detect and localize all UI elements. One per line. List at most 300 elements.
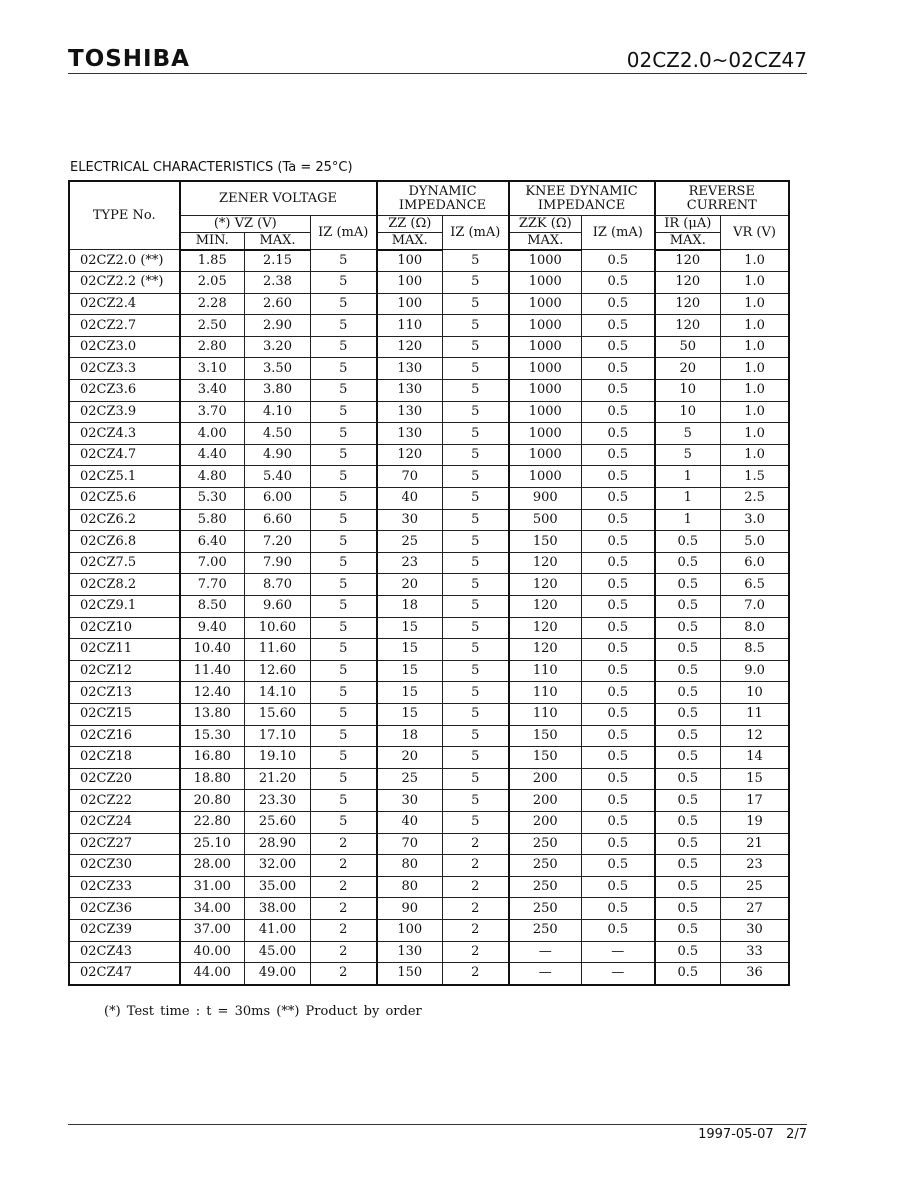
cell-value: 110 [377,315,443,337]
cell-value: 22.80 [180,811,245,833]
table-row [70,250,789,272]
cell-value: 0.5 [655,768,721,790]
table-row [70,747,789,769]
cell-value: 5 [443,790,509,812]
header-iz-dynamic: IZ (mA) [443,216,509,250]
cell-value: 0.5 [582,790,655,812]
cell-value: 0.5 [582,250,655,272]
cell-value: 23 [721,855,789,877]
cell-value: 200 [509,790,582,812]
cell-value: 1000 [509,315,582,337]
cell-type: 02CZ43 [70,941,180,963]
cell-value: 17.10 [245,725,311,747]
cell-value: 0.5 [582,401,655,423]
cell-value: 2 [311,963,377,985]
cell-value: 1 [655,509,721,531]
cell-value: 5 [311,488,377,510]
cell-type: 02CZ2.4 [70,293,180,315]
cell-value: 150 [377,963,443,985]
cell-value: 35.00 [245,876,311,898]
cell-value: 0.5 [582,596,655,618]
cell-value: 7.90 [245,552,311,574]
cell-type: 02CZ18 [70,747,180,769]
cell-value: 25 [377,531,443,553]
table-row [70,466,789,488]
cell-value: 0.5 [582,768,655,790]
cell-value: 15.30 [180,725,245,747]
cell-type: 02CZ10 [70,617,180,639]
table-row [70,919,789,941]
cell-value: 2.05 [180,272,245,294]
cell-value: 0.5 [582,336,655,358]
cell-value: 20 [377,574,443,596]
table-row [70,768,789,790]
cell-value: 5 [311,811,377,833]
cell-value: 250 [509,855,582,877]
cell-value: 20 [655,358,721,380]
cell-value: 0.5 [655,725,721,747]
cell-value: 5 [443,488,509,510]
table-row [70,336,789,358]
table-row [70,596,789,618]
cell-value: 32.00 [245,855,311,877]
cell-value: 6.00 [245,488,311,510]
header-zz-max: MAX. [377,233,443,250]
cell-value: — [509,941,582,963]
cell-value: 1.0 [721,272,789,294]
cell-value: 0.5 [655,660,721,682]
cell-value: 2 [443,876,509,898]
cell-value: 5 [443,336,509,358]
cell-value: 2.38 [245,272,311,294]
cell-value: 0.5 [655,790,721,812]
header-iz-knee: IZ (mA) [582,216,655,250]
cell-value: 110 [509,682,582,704]
cell-value: 2 [443,919,509,941]
cell-value: 5 [311,574,377,596]
cell-value: 100 [377,919,443,941]
cell-value: 1000 [509,380,582,402]
cell-value: 44.00 [180,963,245,985]
cell-value: 120 [509,617,582,639]
cell-value: 9.40 [180,617,245,639]
cell-value: 5 [311,315,377,337]
cell-value: 5 [443,444,509,466]
table-row [70,963,789,985]
cell-value: 130 [377,358,443,380]
cell-value: 0.5 [582,574,655,596]
cell-value: 1.0 [721,380,789,402]
cell-type: 02CZ22 [70,790,180,812]
cell-value: 5 [311,703,377,725]
cell-value: 5.40 [245,466,311,488]
cell-value: 21.20 [245,768,311,790]
cell-value: 21 [721,833,789,855]
table-row [70,444,789,466]
table-row [70,703,789,725]
cell-value: 70 [377,466,443,488]
cell-value: 5 [443,811,509,833]
footer [698,1127,807,1142]
header-vz-min: MIN. [180,233,245,250]
cell-value: 5 [655,423,721,445]
cell-value: 40.00 [180,941,245,963]
cell-value: 14.10 [245,682,311,704]
cell-value: 0.5 [582,855,655,877]
header-ir-max: MAX. [655,233,721,250]
cell-value: 1.85 [180,250,245,272]
cell-type: 02CZ20 [70,768,180,790]
table-row [70,725,789,747]
cell-type: 02CZ33 [70,876,180,898]
cell-value: 5 [311,617,377,639]
cell-value: 110 [509,703,582,725]
cell-value: 8.70 [245,574,311,596]
cell-value: 250 [509,833,582,855]
header-rule [68,73,807,74]
cell-value: 0.5 [582,423,655,445]
cell-value: 0.5 [655,963,721,985]
cell-value: 120 [509,596,582,618]
cell-value: 28.90 [245,833,311,855]
cell-type: 02CZ24 [70,811,180,833]
cell-value: 11.60 [245,639,311,661]
cell-value: 5 [443,401,509,423]
footer-date: 1997-05-07 [698,1127,774,1142]
table-row [70,315,789,337]
cell-value: 8.5 [721,639,789,661]
cell-value: 0.5 [582,639,655,661]
cell-value: 8.0 [721,617,789,639]
cell-value: 4.40 [180,444,245,466]
cell-value: 80 [377,876,443,898]
cell-value: 1000 [509,293,582,315]
cell-type: 02CZ5.6 [70,488,180,510]
cell-value: 19 [721,811,789,833]
cell-value: 5 [311,272,377,294]
cell-type: 02CZ12 [70,660,180,682]
cell-value: 5 [311,358,377,380]
cell-value: 1.0 [721,358,789,380]
cell-value: 2 [311,941,377,963]
cell-value: 23.30 [245,790,311,812]
cell-value: 0.5 [655,855,721,877]
cell-type: 02CZ3.0 [70,336,180,358]
cell-value: 0.5 [582,703,655,725]
cell-value: 1000 [509,444,582,466]
cell-type: 02CZ11 [70,639,180,661]
cell-value: 1.5 [721,466,789,488]
cell-value: 5 [311,444,377,466]
table-row [70,509,789,531]
cell-value: 20.80 [180,790,245,812]
cell-value: 9.60 [245,596,311,618]
cell-value: 0.5 [655,574,721,596]
cell-value: 250 [509,919,582,941]
cell-value: 10 [721,682,789,704]
cell-value: 25 [721,876,789,898]
cell-value: 28.00 [180,855,245,877]
cell-value: 5 [443,617,509,639]
cell-value: 7.20 [245,531,311,553]
cell-value: 30 [721,919,789,941]
cell-value: 2 [443,855,509,877]
table-row [70,380,789,402]
cell-value: 4.80 [180,466,245,488]
cell-value: 0.5 [655,747,721,769]
cell-value: 1.0 [721,423,789,445]
cell-value: 0.5 [655,682,721,704]
cell-value: 30 [377,790,443,812]
cell-value: 1.0 [721,401,789,423]
cell-value: 9.0 [721,660,789,682]
cell-value: 10 [655,380,721,402]
cell-value: 3.0 [721,509,789,531]
cell-value: 130 [377,941,443,963]
cell-value: 5 [655,444,721,466]
cell-type: 02CZ5.1 [70,466,180,488]
cell-value: 8.50 [180,596,245,618]
cell-value: 1 [655,488,721,510]
cell-value: 5 [311,423,377,445]
cell-value: 10.40 [180,639,245,661]
table-row [70,639,789,661]
cell-value: 0.5 [582,315,655,337]
cell-value: 5 [443,574,509,596]
cell-value: 5 [443,509,509,531]
cell-value: 15 [721,768,789,790]
cell-value: 0.5 [655,876,721,898]
cell-value: 5 [443,315,509,337]
cell-value: 1000 [509,401,582,423]
cell-value: 41.00 [245,919,311,941]
header-vz: (*) VZ (V) [180,216,311,233]
table-row [70,423,789,445]
cell-value: 100 [377,272,443,294]
cell-value: 4.10 [245,401,311,423]
part-number-range: 02CZ2.0~02CZ47 [626,48,807,72]
cell-type: 02CZ36 [70,898,180,920]
cell-value: 5 [311,639,377,661]
cell-value: 0.5 [655,596,721,618]
cell-value: 5 [311,552,377,574]
table-row [70,552,789,574]
cell-value: 0.5 [582,466,655,488]
cell-value: 5 [443,639,509,661]
cell-value: 5 [311,293,377,315]
cell-value: 23 [377,552,443,574]
cell-value: 0.5 [582,531,655,553]
cell-value: 5 [443,466,509,488]
cell-value: 49.00 [245,963,311,985]
cell-value: 30 [377,509,443,531]
cell-value: 11 [721,703,789,725]
header-zener-voltage: ZENER VOLTAGE [180,182,377,216]
cell-value: 5 [443,703,509,725]
cell-value: 5 [311,466,377,488]
cell-value: 110 [509,660,582,682]
cell-value: 0.5 [582,811,655,833]
cell-value: 150 [509,747,582,769]
cell-value: 0.5 [582,747,655,769]
cell-type: 02CZ3.3 [70,358,180,380]
cell-value: 5 [443,725,509,747]
table-row [70,401,789,423]
header-zzk-max: MAX. [509,233,582,250]
table-row [70,574,789,596]
cell-value: 18.80 [180,768,245,790]
cell-type: 02CZ4.3 [70,423,180,445]
cell-value: 0.5 [582,660,655,682]
cell-value: 2 [443,941,509,963]
cell-value: 1.0 [721,315,789,337]
cell-value: 5 [443,552,509,574]
cell-value: 2 [311,833,377,855]
cell-value: 2.50 [180,315,245,337]
cell-value: 4.50 [245,423,311,445]
cell-value: 1000 [509,358,582,380]
cell-value: 7.70 [180,574,245,596]
table-row [70,790,789,812]
cell-type: 02CZ2.0 (**) [70,250,180,272]
cell-value: 15 [377,660,443,682]
cell-type: 02CZ13 [70,682,180,704]
cell-value: 5 [311,596,377,618]
footer-rule [68,1124,807,1125]
cell-value: 6.0 [721,552,789,574]
cell-value: 15 [377,639,443,661]
cell-type: 02CZ2.7 [70,315,180,337]
cell-value: 33 [721,941,789,963]
cell-value: 1000 [509,466,582,488]
cell-value: 0.5 [655,531,721,553]
cell-value: 3.40 [180,380,245,402]
cell-value: 1000 [509,423,582,445]
section-title: ELECTRICAL CHARACTERISTICS (Ta = 25°C) [70,160,353,175]
cell-value: 3.20 [245,336,311,358]
cell-value: 0.5 [582,380,655,402]
cell-value: 0.5 [582,358,655,380]
table-row [70,293,789,315]
cell-value: 5 [311,725,377,747]
cell-value: 0.5 [582,725,655,747]
cell-value: 1000 [509,250,582,272]
cell-value: 5 [443,380,509,402]
footnote: (*) Test time : t = 30ms (**) Product by order [104,1004,422,1019]
cell-value: 2.28 [180,293,245,315]
cell-value: 6.40 [180,531,245,553]
cell-value: 12.60 [245,660,311,682]
cell-value: 5 [443,596,509,618]
cell-value: 120 [509,552,582,574]
cell-type: 02CZ39 [70,919,180,941]
cell-value: 0.5 [655,703,721,725]
cell-value: 130 [377,423,443,445]
cell-value: 19.10 [245,747,311,769]
cell-value: 0.5 [582,272,655,294]
cell-value: 120 [509,639,582,661]
cell-value: 5 [443,358,509,380]
header-vz-max: MAX. [245,233,311,250]
cell-type: 02CZ27 [70,833,180,855]
cell-value: 120 [655,315,721,337]
cell-value: 1.0 [721,444,789,466]
cell-value: 15.60 [245,703,311,725]
cell-value: 1000 [509,336,582,358]
cell-value: 5 [443,250,509,272]
cell-value: 0.5 [582,682,655,704]
cell-value: 1 [655,466,721,488]
cell-type: 02CZ2.2 (**) [70,272,180,294]
cell-value: 5 [443,747,509,769]
cell-value: 5 [311,401,377,423]
cell-value: 2.5 [721,488,789,510]
cell-value: 1.0 [721,293,789,315]
table-row [70,941,789,963]
cell-value: 7.0 [721,596,789,618]
cell-value: 0.5 [582,509,655,531]
cell-value: 12 [721,725,789,747]
cell-value: 120 [655,272,721,294]
cell-value: 120 [655,293,721,315]
cell-value: 16.80 [180,747,245,769]
cell-value: 18 [377,725,443,747]
cell-value: 6.60 [245,509,311,531]
cell-value: 0.5 [582,833,655,855]
cell-value: 0.5 [655,639,721,661]
cell-value: 2 [443,963,509,985]
cell-value: 5 [443,423,509,445]
header-vr: VR (V) [721,216,789,250]
cell-value: 150 [509,725,582,747]
cell-value: 2 [311,898,377,920]
cell-value: 120 [509,574,582,596]
table-row [70,811,789,833]
table-row [70,488,789,510]
cell-value: 150 [509,531,582,553]
table-row [70,617,789,639]
header-dynamic-impedance: DYNAMIC IMPEDANCE [377,182,509,216]
cell-value: 5 [311,531,377,553]
cell-type: 02CZ9.1 [70,596,180,618]
cell-value: 2 [311,919,377,941]
cell-value: 25.10 [180,833,245,855]
cell-value: 3.50 [245,358,311,380]
cell-value: 250 [509,898,582,920]
cell-value: 5 [311,790,377,812]
header-ir: IR (μA) [655,216,721,233]
cell-value: 2 [311,876,377,898]
cell-value: 4.90 [245,444,311,466]
cell-value: 20 [377,747,443,769]
cell-value: 90 [377,898,443,920]
cell-value: 2.60 [245,293,311,315]
cell-value: 31.00 [180,876,245,898]
table-row [70,531,789,553]
cell-value: 5 [443,660,509,682]
cell-value: 70 [377,833,443,855]
cell-value: 200 [509,768,582,790]
cell-value: 10.60 [245,617,311,639]
table-row [70,272,789,294]
footer-page: 2/7 [786,1127,807,1142]
cell-value: 1000 [509,272,582,294]
cell-value: 5 [443,768,509,790]
cell-type: 02CZ8.2 [70,574,180,596]
cell-value: 0.5 [582,552,655,574]
cell-value: 5.80 [180,509,245,531]
cell-value: 100 [377,293,443,315]
